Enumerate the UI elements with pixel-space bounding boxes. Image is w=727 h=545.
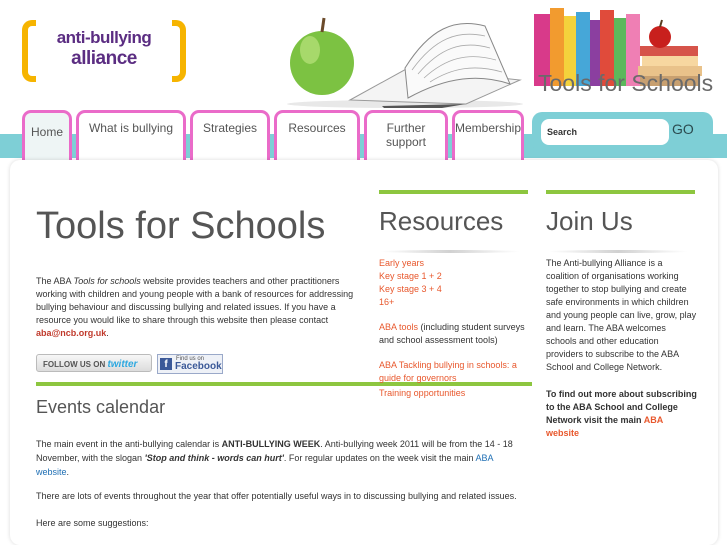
join-aba-website-link[interactable]: ABA website xyxy=(546,415,663,438)
page-title: Tools for Schools xyxy=(36,205,326,247)
search-go-button[interactable]: GO xyxy=(672,121,694,137)
facebook-icon: f xyxy=(160,358,172,370)
logo[interactable] xyxy=(22,20,186,86)
events-text-end: . xyxy=(66,467,70,477)
events-text-b: . Anti-bullying week 2011 will be from the 14 - 18 November, with the slogan xyxy=(36,439,513,463)
resource-link-ks3-4[interactable]: Key stage 3 + 4 xyxy=(379,284,442,294)
logo-line2: alliance xyxy=(71,48,137,69)
follow-label: FOLLOW US ON xyxy=(43,360,106,369)
join-shadow-divider xyxy=(548,250,688,253)
resource-link-aba-tools[interactable]: ABA tools xyxy=(379,322,419,332)
logo-line1: anti-bullying xyxy=(56,28,152,47)
resource-link-governors-guide[interactable]: ABA Tackling bullying in schools: a guide for governors xyxy=(379,360,517,383)
logo-bracket-right xyxy=(172,20,186,82)
follow-twitter-button[interactable] xyxy=(36,354,152,372)
join-subscribe-text xyxy=(546,388,698,440)
resource-link-ks1-2[interactable]: Key stage 1 + 2 xyxy=(379,271,442,281)
twitter-icon: twitter xyxy=(107,359,138,370)
contact-email-link[interactable]: aba@ncb.org.uk xyxy=(36,328,107,338)
facebook-button[interactable] xyxy=(157,354,223,374)
tab-further-support[interactable]: Further support xyxy=(364,110,448,166)
resources-title: Resources xyxy=(379,206,504,236)
resource-link-training[interactable]: Training opportunities xyxy=(379,388,466,398)
join-divider xyxy=(546,190,695,194)
tab-home[interactable]: Home xyxy=(22,110,72,166)
resource-link-early-years[interactable]: Early years xyxy=(379,258,425,268)
events-text-a: The main event in the anti-bullying calendar is xyxy=(36,439,220,449)
intro-emphasis: Tools for schools xyxy=(73,276,141,286)
events-slogan: 'Stop and think - words can hurt' xyxy=(144,453,284,463)
resources-list xyxy=(379,257,529,400)
events-bold: ANTI-BULLYING WEEK xyxy=(221,439,321,449)
events-paragraph xyxy=(36,437,526,479)
resource-link-16plus[interactable]: 16+ xyxy=(379,297,395,307)
events-text-c: . For regular updates on the week visit the main xyxy=(283,453,474,463)
logo-bracket-left xyxy=(22,20,36,82)
aba-tools-note: (including student surveys and school assessment tools) xyxy=(379,322,525,345)
tab-strategies[interactable]: Strategies xyxy=(190,110,270,166)
join-paragraph: The Anti-bullying Alliance is a coalition of organisations working together to stop bullying and create safe environments in which children and young people can live, grow, play and learn. The ABA welcomes schools and other education providers to subscribe to the ABA School and College Network. xyxy=(546,258,697,372)
intro-text-1: The ABA xyxy=(36,276,72,286)
tab-membership[interactable]: Membership xyxy=(452,110,524,166)
intro-text-2: website provides teachers and other practitioners working with children and young people with a bank of resources for addressing bullying behaviour and discussing bullying and related issues. If you have a resource you would like to share through this website then please contact xyxy=(36,276,354,325)
events-more-text: There are lots of events throughout the year that offer potentially useful ways in to discussing bullying and related issues. xyxy=(36,491,517,501)
tab-resources[interactable]: Resources xyxy=(274,110,360,166)
resources-shadow-divider xyxy=(380,250,520,253)
search-input[interactable] xyxy=(541,119,669,145)
facebook-label: Facebook xyxy=(175,361,222,372)
events-title: Events calendar xyxy=(36,397,166,417)
aba-website-link[interactable]: ABA website xyxy=(36,453,493,477)
join-bold-text: To find out more about subscribing to the ABA School and College Network visit the main xyxy=(546,389,697,425)
resources-divider xyxy=(379,190,528,194)
intro-end: . xyxy=(106,328,109,338)
intro-paragraph xyxy=(36,275,354,340)
apple-and-book-image xyxy=(280,8,530,108)
tab-what-is-bullying[interactable]: What is bullying xyxy=(76,110,186,166)
join-title: Join Us xyxy=(546,206,633,236)
site-title: Tools for Schools xyxy=(538,70,714,96)
events-suggestions-label: Here are some suggestions: xyxy=(36,518,149,528)
facebook-find-us: Find us on xyxy=(176,356,205,362)
